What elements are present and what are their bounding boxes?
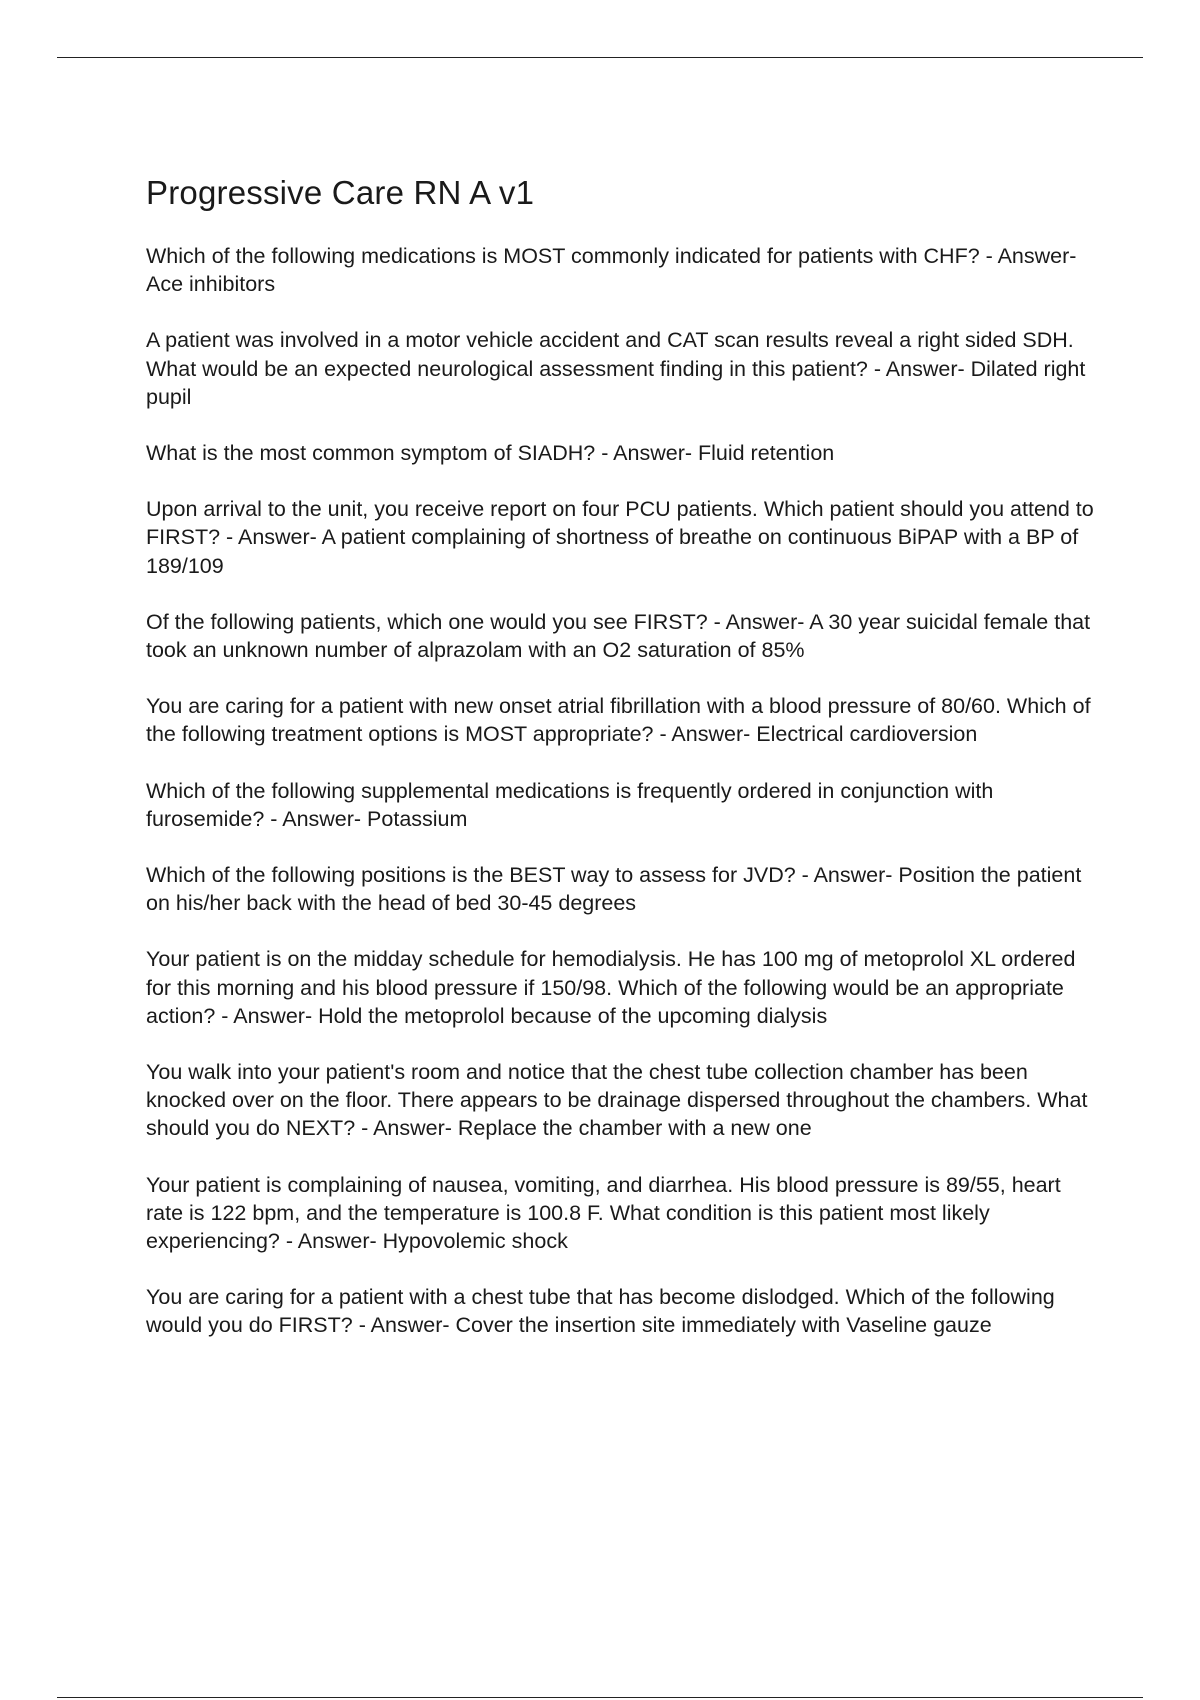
qa-item: Your patient is complaining of nausea, vomiting, and diarrhea. His blood pressure is 89/55, heart rate is 122 bpm, and the temperature is 100.8 F. What condition is this patient most likely experiencing? - Answer- Hypovolemic shock <box>146 1172 1061 1254</box>
document-title: Progressive Care RN A v1 <box>146 174 535 211</box>
qa-item: Of the following patients, which one would you see FIRST? - Answer- A 30 year suicidal female that took an unknown number of alprazolam with an O2 saturation of 85% <box>146 609 1091 663</box>
qa-item: Which of the following supplemental medications is frequently ordered in conjunction with furosemide? - Answer- Potassium <box>146 778 994 831</box>
bottom-divider <box>57 1697 1143 1698</box>
qa-item: You are caring for a patient with a chest tube that has become dislodged. Which of the following would you do FIRST? - Answer- Cover the insertion site immediately with Vaseline gauze <box>146 1285 1055 1338</box>
qa-item: What is the most common symptom of SIADH? - Answer- Fluid retention <box>146 441 835 466</box>
qa-list <box>146 242 1096 1340</box>
qa-item: Upon arrival to the unit, you receive report on four PCU patients. Which patient should you attend to FIRST? - Answer- A patient complaining of shortness of breathe on continuous BiPAP with a BP of 189/109 <box>146 497 1094 578</box>
top-divider <box>57 57 1143 58</box>
qa-item: Which of the following medications is MOST commonly indicated for patients with CHF? - Answer- Ace inhibitors <box>146 244 1077 297</box>
document-body <box>146 170 1096 1368</box>
qa-item: Your patient is on the midday schedule for hemodialysis. He has 100 mg of metoprolol XL ordered for this morning and his blood pressure if 150/98. Which of the following would be an appropriate action? - Answer- Hold the metoprolol because of the upcoming dialysis <box>146 947 1076 1028</box>
qa-item: You are caring for a patient with new onset atrial fibrillation with a blood pressure of 80/60. Which of the following treatment options is MOST appropriate? - Answer- Electrical cardioversion <box>146 694 1091 747</box>
qa-item: A patient was involved in a motor vehicle accident and CAT scan results reveal a right sided SDH. What would be an expected neurological assessment finding in this patient? - Answer- Dilated right pupil <box>146 328 1086 409</box>
qa-item: You walk into your patient's room and notice that the chest tube collection chamber has been knocked over on the floor. There appears to be drainage dispersed throughout the chambers. What should you do NEXT? - Answer- Replace the chamber with a new one <box>146 1060 1088 1141</box>
qa-item: Which of the following positions is the BEST way to assess for JVD? - Answer- Position the patient on his/her back with the head of bed 30-45 degrees <box>146 863 1082 916</box>
